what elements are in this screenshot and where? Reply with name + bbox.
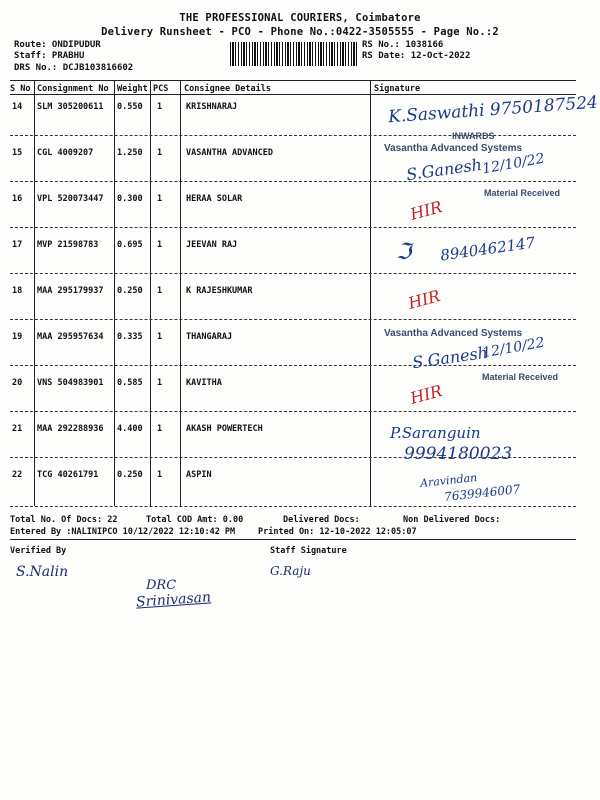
- staff-label: Staff: PRABHU: [14, 51, 85, 61]
- signature-row-18: HIR: [406, 286, 443, 313]
- stamp-received: Material Received: [482, 372, 559, 382]
- drs-number: DRS No.: DCJB103816602: [14, 63, 134, 73]
- cell-sno: 15: [12, 148, 23, 158]
- cell-pcs: 1: [157, 194, 163, 204]
- drc-mark: DRC: [146, 578, 177, 593]
- row-separator: [10, 181, 576, 182]
- column-divider: [150, 80, 151, 506]
- cell-cno: MAA 292288936: [37, 424, 104, 434]
- cell-cno: SLM 305200611: [37, 102, 104, 112]
- printed-on: Printed On: 12-10-2022 12:05:07: [258, 527, 417, 537]
- cell-weight: 0.695: [117, 240, 143, 250]
- staff-signature-label: Staff Signature: [270, 546, 347, 556]
- cell-pcs: 1: [157, 102, 163, 112]
- column-divider: [370, 80, 371, 506]
- cell-sno: 16: [12, 194, 23, 204]
- rs-number: RS No.: 1038166: [362, 40, 444, 50]
- cell-weight: 0.550: [117, 102, 143, 112]
- stamp-received: Material Received: [484, 188, 561, 198]
- drc-signature: Srinivasan: [135, 589, 212, 611]
- column-divider: [114, 80, 115, 506]
- cell-sno: 20: [12, 378, 23, 388]
- cell-cno: TCG 40261791: [37, 470, 99, 480]
- cell-weight: 0.250: [117, 470, 143, 480]
- cell-consignee: AKASH POWERTECH: [186, 424, 263, 434]
- signature-row-14: K.Saswathi 9750187524: [387, 92, 599, 128]
- cell-weight: 0.335: [117, 332, 143, 342]
- footer-rule: [10, 539, 576, 540]
- row-separator: [10, 319, 576, 320]
- cell-pcs: 1: [157, 148, 163, 158]
- cell-sno: 22: [12, 470, 23, 480]
- cell-sno: 17: [12, 240, 23, 250]
- signature-row-15: S.Ganesh: [405, 154, 484, 185]
- col-header-consignee: Consignee Details: [184, 84, 271, 94]
- cell-sno: 19: [12, 332, 23, 342]
- col-header-consignment: Consignment No: [37, 84, 109, 94]
- col-header-signature: Signature: [374, 84, 421, 94]
- company-title: THE PROFESSIONAL COURIERS, Coimbatore: [179, 12, 421, 24]
- cell-consignee: JEEVAN RAJ: [186, 240, 238, 250]
- cell-pcs: 1: [157, 332, 163, 342]
- phone-row-22: 7639946007: [443, 482, 521, 504]
- cell-consignee: KAVITHA: [186, 378, 222, 388]
- cell-consignee: ASPIN: [186, 470, 212, 480]
- phone-row-17: 8940462147: [439, 233, 537, 265]
- cell-consignee: K RAJESHKUMAR: [186, 286, 253, 296]
- column-divider: [34, 80, 35, 506]
- col-header-pcs: PCS: [153, 84, 169, 94]
- entered-by: Entered By :NALINIPCO 10/12/2022 12:10:42 PM: [10, 527, 236, 537]
- cell-consignee: THANGARAJ: [186, 332, 233, 342]
- row-separator: [10, 227, 576, 228]
- cell-consignee: HERAA SOLAR: [186, 194, 243, 204]
- cell-pcs: 1: [157, 378, 163, 388]
- date-row-15: 12/10/22: [481, 150, 546, 178]
- cell-weight: 0.250: [117, 286, 143, 296]
- stamp-inwards: INWARDS: [452, 131, 495, 141]
- cell-sno: 21: [12, 424, 23, 434]
- runsheet-subtitle: Delivery Runsheet - PCO - Phone No.:0422-3505555 - Page No.:2: [101, 26, 499, 38]
- row-separator: [10, 365, 576, 366]
- cell-sno: 14: [12, 102, 23, 112]
- delivered-docs: Delivered Docs:: [283, 515, 360, 525]
- stamp-company: Vasantha Advanced Systems: [384, 143, 523, 154]
- column-divider: [180, 80, 181, 506]
- barcode: [230, 42, 358, 66]
- signature-row-21: P.Saranguin: [390, 424, 481, 442]
- verified-signature: S.Nalin: [16, 564, 69, 580]
- cell-cno: MVP 21598783: [37, 240, 99, 250]
- cell-weight: 0.300: [117, 194, 143, 204]
- row-separator: [10, 411, 576, 412]
- cell-weight: 0.585: [117, 378, 143, 388]
- cell-pcs: 1: [157, 470, 163, 480]
- date-row-19: 12/10/22: [481, 334, 546, 362]
- cell-sno: 18: [12, 286, 23, 296]
- cell-pcs: 1: [157, 286, 163, 296]
- table-bottom-rule: [10, 506, 576, 507]
- rs-date: RS Date: 12-Oct-2022: [362, 51, 471, 61]
- cell-cno: MAA 295957634: [37, 332, 104, 342]
- cell-consignee: VASANTHA ADVANCED: [186, 148, 273, 158]
- signature-row-20: HIR: [408, 381, 445, 408]
- cell-cno: CGL 4009207: [37, 148, 94, 158]
- signature-row-19: S.Ganesh: [411, 342, 490, 373]
- signature-row-22: Aravindan: [419, 471, 478, 490]
- col-header-sno: S No: [10, 84, 31, 94]
- cell-consignee: KRISHNARAJ: [186, 102, 238, 112]
- route-label: Route: ONDIPUDUR: [14, 40, 101, 50]
- phone-row-21: 9994180023: [404, 444, 513, 464]
- cell-weight: 4.400: [117, 424, 143, 434]
- total-docs: Total No. Of Docs: 22: [10, 515, 118, 525]
- row-separator: [10, 273, 576, 274]
- cell-pcs: 1: [157, 424, 163, 434]
- cell-pcs: 1: [157, 240, 163, 250]
- staff-signature-mark: G.Raju: [270, 564, 311, 578]
- non-delivered-docs: Non Delivered Docs:: [403, 515, 501, 525]
- signature-row-16: HIR: [408, 197, 445, 224]
- cell-cno: MAA 295179937: [37, 286, 104, 296]
- table-header-rule: [10, 94, 576, 95]
- verified-by-label: Verified By: [10, 546, 67, 556]
- table-top-rule: [10, 80, 576, 81]
- cell-cno: VNS 504983901: [37, 378, 104, 388]
- total-cod: Total COD Amt: 0.00: [146, 515, 244, 525]
- col-header-weight: Weight: [117, 84, 148, 94]
- scribble-row-17: ℑ: [396, 240, 412, 265]
- cell-weight: 1.250: [117, 148, 143, 158]
- cell-cno: VPL 520073447: [37, 194, 104, 204]
- stamp-company: Vasantha Advanced Systems: [384, 328, 523, 339]
